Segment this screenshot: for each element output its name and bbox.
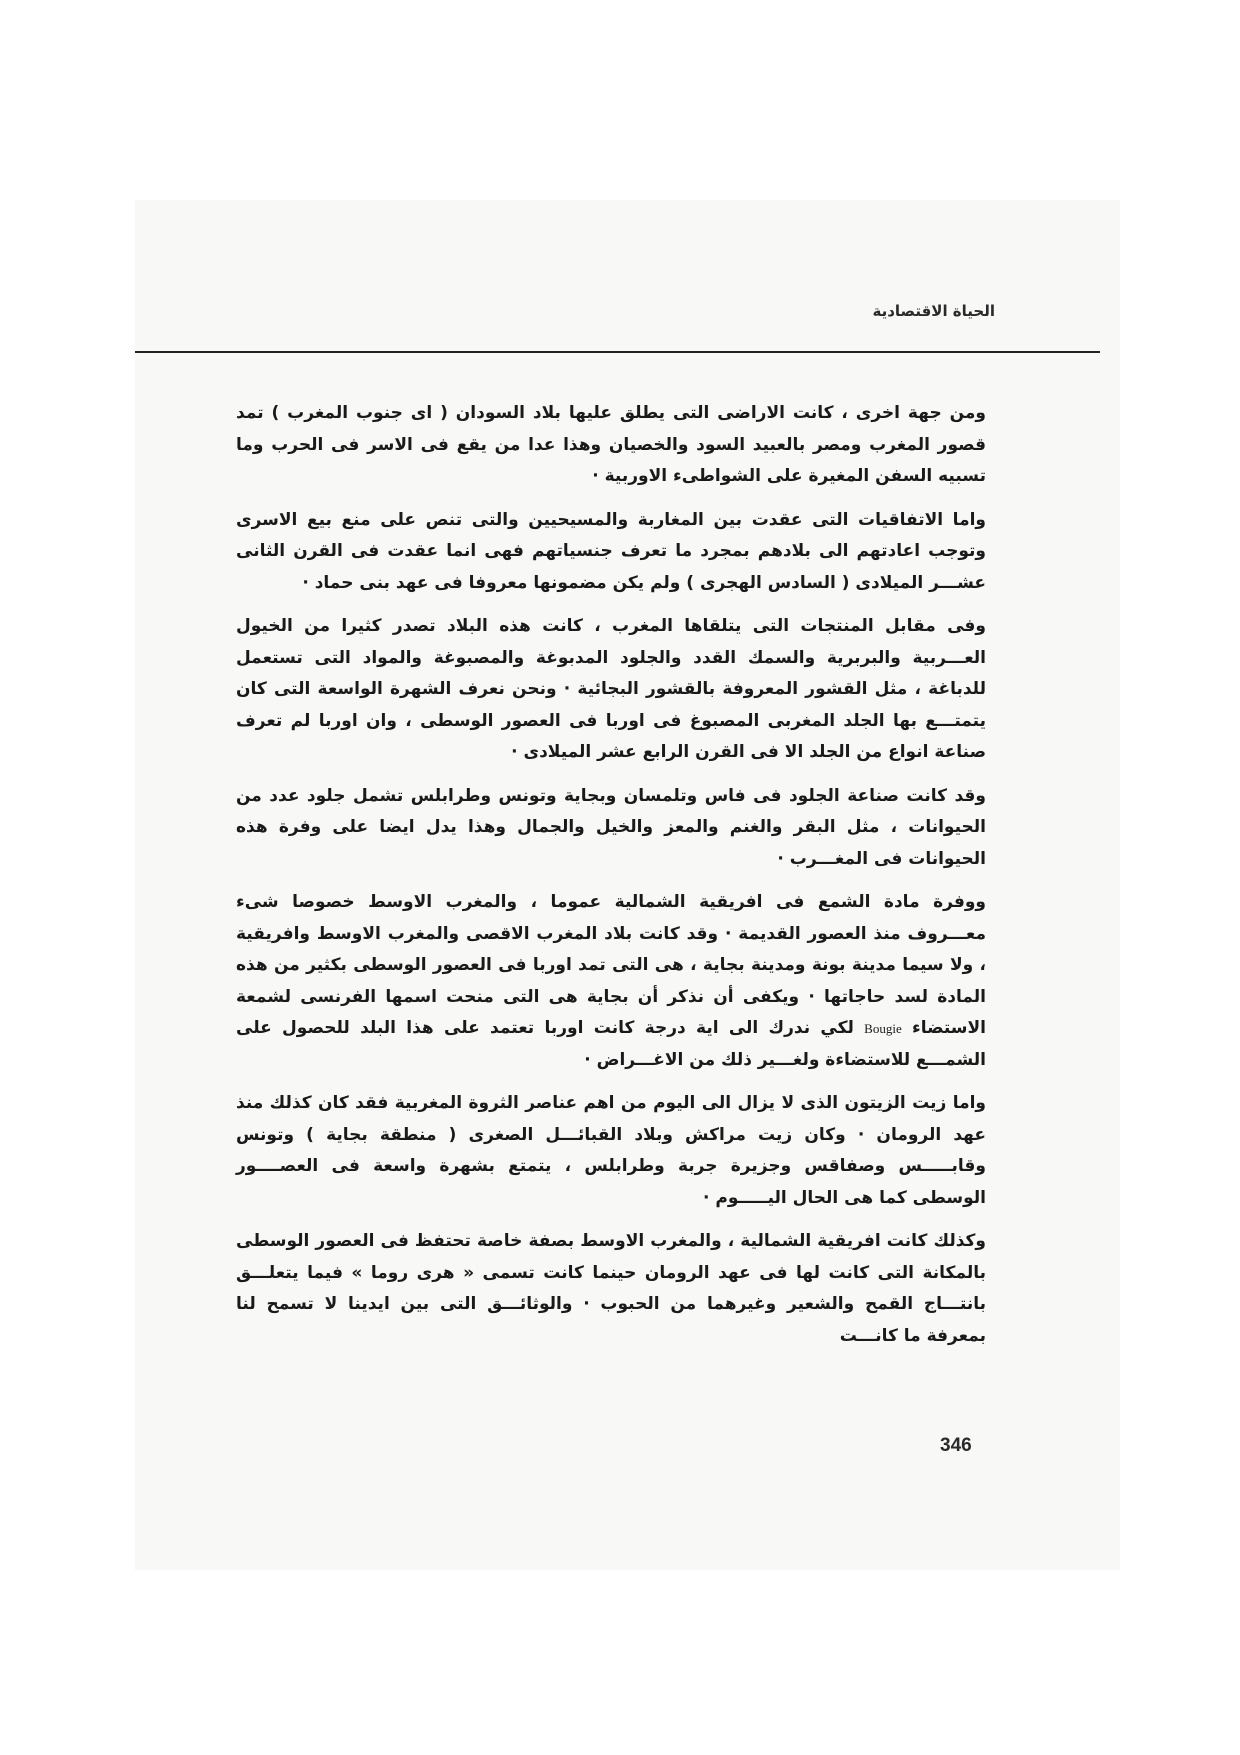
bougie-word: Bougie <box>864 1021 902 1036</box>
paragraph-1: ومن جهة اخرى ، كانت الاراضى التى يطلق عليها بلاد السودان ( اى جنوب المغرب ) تمد قصور المغرب ومصر بالعبيد السود والخصيان وهذا عدا من يقع فى الاسر فى الحرب وما تسبيه السفن المغيرة على الشواطىء الاوربية · <box>236 403 986 486</box>
paragraph-2: واما الاتفاقيات التى عقدت بين المغاربة والمسيحيين والتى تنص على منع بيع الاسرى وتوجب اعادتهم الى بلادهم بمجرد ما تعرف جنسياتهم فهى انما عقدت فى القرن الثانى عشـــر الميلادى ( السادس الهجرى ) ولم يكن مضمونها معروفا فى عهد بنى حماد · <box>236 509 986 593</box>
paragraph-5 <box>236 887 986 1076</box>
page-number: 346 <box>940 1435 972 1456</box>
running-head: الحياة الاقتصادية <box>872 302 995 320</box>
paragraph-5-text: ووفرة مادة الشمع فى افريقية الشمالية عموما ، والمغرب الاوسط خصوصا شىء معـــروف منذ العصور القديمة · وقد كانت بلاد المغرب الاقصى والمغرب الاوسط وافريقية ، ولا سيما مدينة بونة ومدينة بجاية ، هى التى تمد اوربا فى العصور الوسطى بكثير من هذه المادة لسد حاجاتها · ويكفى أن نذكر أن بجاية هى التى منحت اسمها الفرنسى لشمعة الاستضاء <box>236 892 986 1038</box>
body-text <box>236 398 986 1364</box>
paragraph-7: وكذلك كانت افريقية الشمالية ، والمغرب الاوسط بصفة خاصة تحتفظ فى العصور الوسطى بالمكانة التى كانت لها فى عهد الرومان حينما كانت تسمى « هرى روما » فيما يتعلـــق بانتـــاج القمح والشعير وغيرهما من الحبوب · والوثائـــق التى بين ايدينا لا تسمح لنا بمعرفة ما كانـــت <box>236 1231 986 1346</box>
paragraph-3: وفى مقابل المنتجات التى يتلقاها المغرب ، كانت هذه البلاد تصدر كثيرا من الخيول العـــربية والبربرية والسمك القدد والجلود المدبوغة والمصبوغة والمواد التى تستعمل للدباغة ، مثل القشور المعروفة بالقشور البجائية · ونحن نعرف الشهرة الواسعة التى كان يتمتـــع بها الجلد المغربى المصبوغ فى اوربا فى العصور الوسطى ، وان اوربا لم تعرف صناعة انواع من الجلد الا فى القرن الرابع عشر الميلادى · <box>236 616 986 762</box>
paragraph-4: وقد كانت صناعة الجلود فى فاس وتلمسان وبجاية وتونس وطرابلس تشمل جلود عدد من الحيوانات ، مثل البقر والغنم والمعز والخيل والجمال وهذا يدل ايضا على وفرة هذه الحيوانات فى المغـــرب · <box>236 785 986 869</box>
paragraph-6: واما زيت الزيتون الذى لا يزال الى اليوم من اهم عناصر الثروة المغربية فقد كان كذلك منذ عهد الرومان · وكان زيت مراكش وبلاد القبائـــل الصغرى ( منطقة بجاية ) وتونس وقابـــــس وصفاقس وجزيرة جربة وطرابلس ، يتمتع بشهرة واسعة فى العصــــور الوسطى كما هى الحال اليـــــوم · <box>236 1093 986 1208</box>
paragraph-5-tail: لكي ندرك الى اية درجة كانت اوربا تعتمد على هذا البلد للحصول على الشمـــع للاستضاءة ولغـــير ذلك من الاغـــراض · <box>236 1018 986 1070</box>
header-rule <box>135 351 1100 353</box>
